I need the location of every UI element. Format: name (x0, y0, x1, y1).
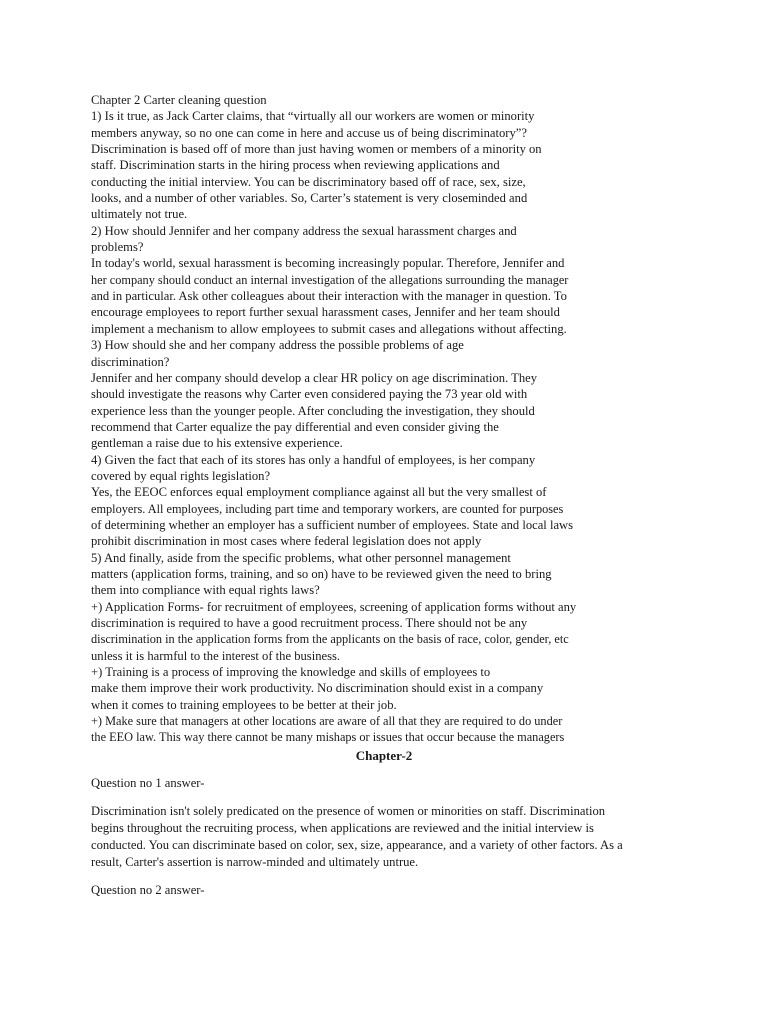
text-line: should investigate the reasons why Carter even considered paying the 73 year old with (91, 387, 528, 402)
text-line: prohibit discrimination in most cases where federal legislation does not apply (91, 534, 482, 549)
text-line: experience less than the younger people. After concluding the investigation, they should (91, 403, 535, 418)
text-line: covered by equal rights legislation? (91, 468, 271, 483)
text-line: 3) How should she and her company address the possible problems of age (91, 338, 464, 353)
text-line: them into compliance with equal rights laws? (91, 583, 320, 598)
text-line: Discrimination is based off of more than just having women or members of a minority on (91, 142, 542, 157)
question-2-label (91, 882, 691, 899)
text-line: +) Make sure that managers at other locations are aware of all that they are required to do under (91, 714, 563, 729)
text-line: +) Training is a process of improving the knowledge and skills of employees to (91, 665, 491, 680)
text-line: matters (application forms, training, and so on) have to be reviewed given the need to bring (91, 566, 552, 581)
text-line: her company should conduct an internal investigation of the allegations surrounding the manager (91, 272, 569, 287)
text-line: 5) And finally, aside from the specific problems, what other personnel management (91, 550, 511, 565)
text-line: and in particular. Ask other colleagues about their interaction with the manager in question. To (91, 289, 567, 304)
text-line: employers. All employees, including part time and temporary workers, are counted for purposes (91, 501, 564, 516)
text-line: In today's world, sexual harassment is becoming increasingly popular. Therefore, Jennifer and (91, 256, 565, 271)
text-line: +) Application Forms- for recruitment of employees, screening of application forms without any (91, 599, 577, 614)
text-line: the EEO law. This way there cannot be many mishaps or issues that occur because the managers (91, 730, 565, 745)
text-line: members anyway, so no one can come in here and accuse us of being discriminatory”? (91, 125, 527, 140)
text-line: discrimination? (91, 354, 170, 369)
chapter-heading: Chapter-2 (355, 748, 413, 763)
text-line: make them improve their work productivity. No discrimination should exist in a company (91, 681, 544, 696)
text-line: begins throughout the recruiting process, when applications are reviewed and the initial interview is (91, 821, 594, 835)
question-1-answer (91, 803, 691, 871)
text-line: staff. Discrimination starts in the hiring process when reviewing applications and (91, 158, 500, 173)
text-line: recommend that Carter equalize the pay differential and even consider giving the (91, 419, 499, 434)
carter-cleaning-section (91, 92, 651, 746)
text-line: 4) Given the fact that each of its stores has only a handful of employees, is her company (91, 452, 536, 467)
text-line: gentleman a raise due to his extensive experience. (91, 436, 343, 451)
text-line: when it comes to training employees to be better at their job. (91, 697, 397, 712)
question-2-label-text: Question no 2 answer- (91, 883, 205, 897)
text-line: problems? (91, 240, 144, 255)
text-line: Discrimination isn't solely predicated on the presence of women or minorities on staff. Discrimination (91, 804, 606, 818)
text-line: conducted. You can discriminate based on color, sex, size, appearance, and a variety of other factors. As a (91, 838, 623, 852)
question-1-label-text: Question no 1 answer- (91, 776, 205, 790)
text-line: ultimately not true. (91, 207, 188, 222)
text-line: result, Carter's assertion is narrow-minded and ultimately untrue. (91, 855, 419, 869)
text-line: of determining whether an employer has a sufficient number of employees. State and local laws (91, 517, 574, 532)
text-line: Chapter 2 Carter cleaning question (91, 93, 267, 107)
text-line: Jennifer and her company should develop a clear HR policy on age discrimination. They (91, 370, 538, 385)
text-line: discrimination in the application forms from the applicants on the basis of race, color, gender, etc (91, 632, 569, 647)
text-line: 1) Is it true, as Jack Carter claims, that “virtually all our workers are women or minority (91, 109, 535, 124)
text-line: Yes, the EEOC enforces equal employment compliance against all but the very smallest of (91, 485, 547, 500)
text-line: unless it is harmful to the interest of the business. (91, 648, 341, 663)
text-line: 2) How should Jennifer and her company address the sexual harassment charges and (91, 223, 517, 238)
text-line: encourage employees to report further sexual harassment cases, Jennifer and her team should (91, 305, 560, 320)
text-line: implement a mechanism to allow employees to submit cases and allegations without affecting. (91, 321, 567, 336)
text-line: conducting the initial interview. You can be discriminatory based off of race, sex, size, (91, 174, 526, 189)
text-line: looks, and a number of other variables. So, Carter’s statement is very closeminded and (91, 191, 528, 206)
question-1-label (91, 775, 691, 792)
text-line: discrimination is required to have a good recruitment process. There should not be any (91, 616, 528, 630)
